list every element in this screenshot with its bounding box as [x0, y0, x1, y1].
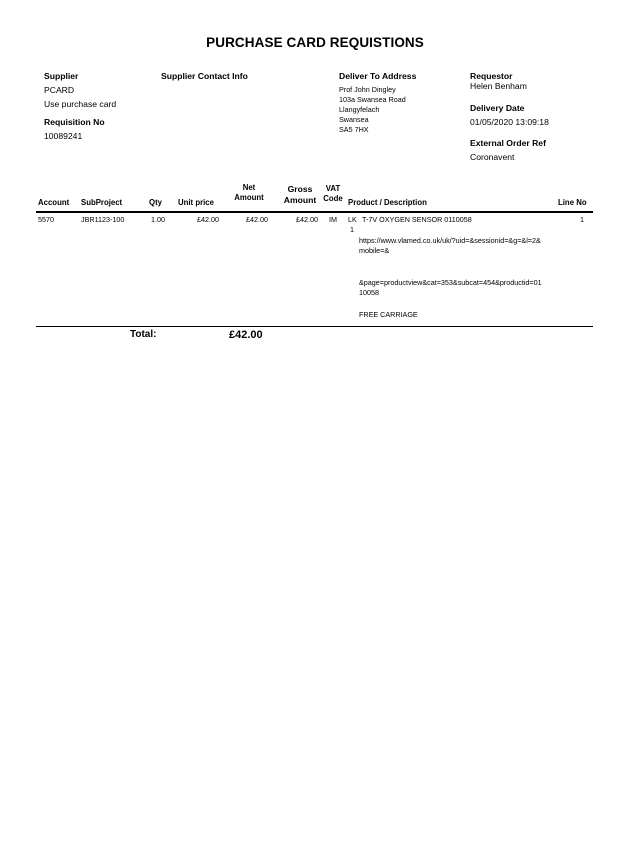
external-order-ref-label: External Order Ref: [470, 138, 546, 148]
requisition-label: Requisition No: [44, 117, 105, 127]
col-header-account: Account: [38, 198, 70, 207]
supplier-contact-label: Supplier Contact Info: [161, 71, 248, 81]
cell-account: 5570: [38, 215, 54, 224]
total-label: Total:: [130, 329, 157, 340]
cell-product-line: 10058: [359, 288, 379, 297]
requisition-number: 10089241: [44, 131, 83, 141]
requestor-label: Requestor: [470, 71, 513, 81]
supplier-line: PCARD: [44, 85, 75, 95]
cell-product-line: T-7V OXYGEN SENSOR 0110058: [362, 215, 472, 224]
cell-net-amount: £42.00: [246, 215, 268, 224]
col-header-net-amount: Net Amount: [234, 183, 264, 202]
cell-product-line: mobile=&: [359, 246, 390, 255]
delivery-date-label: Delivery Date: [470, 103, 525, 113]
delivery-date-value: 01/05/2020 13:09:18: [470, 117, 549, 127]
col-header-product: Product / Description: [348, 198, 427, 207]
cell-product-line: &page=productview&cat=353&subcat=454&productid=01: [359, 278, 542, 287]
col-header-subproject: SubProject: [81, 198, 123, 207]
deliver-to-line: SA5 7HX: [339, 125, 369, 134]
deliver-to-line: Swansea: [339, 115, 369, 124]
cell-unit-price: £42.00: [197, 215, 219, 224]
cell-qty: 1.00: [151, 215, 165, 224]
col-header-qty: Qty: [149, 198, 162, 207]
total-divider: [36, 326, 593, 327]
col-header-unit-price: Unit price: [178, 198, 214, 207]
cell-line-no: 1: [580, 215, 584, 224]
col-header-vat-code: VAT Code: [323, 184, 343, 203]
requestor-name: Helen Benham: [470, 81, 527, 91]
supplier-line: Use purchase card: [44, 99, 117, 109]
page-title: PURCHASE CARD REQUISTIONS: [206, 35, 424, 50]
cell-subproject: JBR1123-100: [81, 215, 125, 224]
col-header-line-no: Line No: [558, 198, 587, 207]
deliver-to-line: 103a Swansea Road: [339, 95, 406, 104]
cell-vat-code: IM: [329, 215, 337, 224]
total-value: £42.00: [229, 329, 263, 341]
supplier-label: Supplier: [44, 71, 79, 81]
cell-gross-amount: £42.00: [296, 215, 318, 224]
header-divider: [36, 211, 593, 213]
col-header-gross-amount: Gross Amount: [283, 184, 317, 205]
cell-code-prefix: 1: [350, 225, 354, 234]
deliver-to-line: Prof John Dingley: [339, 85, 396, 94]
cell-code-prefix: LK: [348, 215, 357, 224]
deliver-to-label: Deliver To Address: [339, 71, 417, 81]
cell-product-line: FREE CARRIAGE: [359, 310, 418, 319]
deliver-to-line: Llangyfelach: [339, 105, 380, 114]
cell-product-line: https://www.vlamed.co.uk/uk/?uid=&sessionid=&g=&l=2&: [359, 236, 541, 245]
external-order-ref-value: Coronavent: [470, 152, 515, 162]
